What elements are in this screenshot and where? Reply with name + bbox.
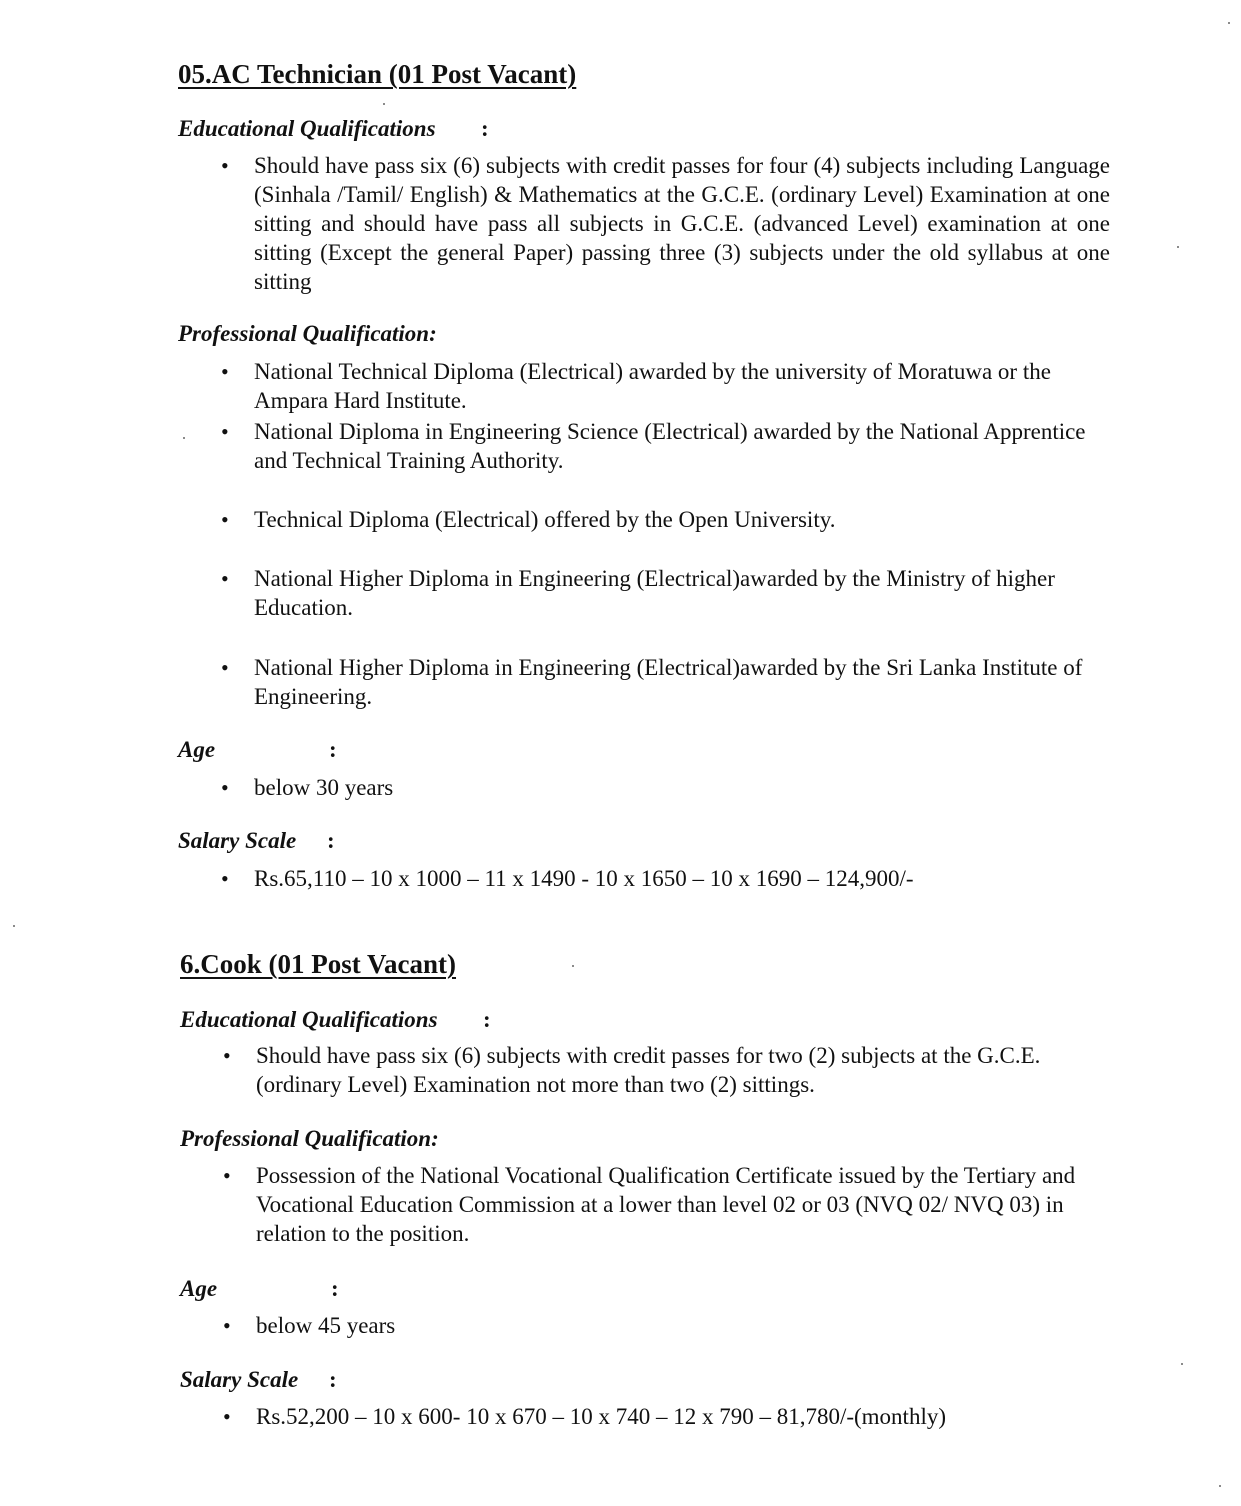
age-item: below 30 years [254, 775, 394, 800]
section-title-ac-technician: 05.AC Technician (01 Post Vacant) [178, 59, 577, 89]
scan-speck [13, 925, 15, 927]
bullet-icon: • [221, 153, 229, 178]
bullet-icon: • [223, 1404, 231, 1429]
salary-scale-item: Rs.65,110 – 10 x 1000 – 11 x 1490 - 10 x 1650 – 10 x 1690 – 124,900/- [254, 866, 914, 891]
professional-qualification-item: National Higher Diploma in Engineering (Electrical)awarded by the Sri Lanka Institute of Engineering. [254, 655, 1083, 709]
educational-qualification-item: Should have pass six (6) subjects with credit passes for two (2) subjects at the G.C.E. (ordinary Level) Examination not more than two (2) sittings. [256, 1043, 1041, 1097]
age-label: Age [178, 737, 216, 762]
age-label: Age [180, 1276, 218, 1301]
professional-qualification-label: Professional Qualification: [180, 1126, 439, 1151]
colon: : [329, 737, 337, 762]
bullet-icon: • [221, 359, 229, 384]
section-title-cook: 6.Cook (01 Post Vacant) [180, 949, 457, 979]
colon: : [327, 828, 335, 853]
educational-qualifications-label: Educational Qualifications [178, 116, 436, 141]
scan-speck [1228, 22, 1230, 24]
bullet-icon: • [221, 866, 229, 891]
salary-scale-label: Salary Scale [178, 828, 297, 853]
colon: : [481, 116, 489, 141]
scan-speck [383, 103, 385, 105]
scan-speck [183, 437, 185, 439]
professional-qualification-item: National Technical Diploma (Electrical) awarded by the university of Moratuwa or the Ampara Hard Institute. [254, 359, 1051, 413]
scan-speck [1181, 1363, 1183, 1365]
bullet-icon: • [221, 655, 229, 680]
bullet-icon: • [221, 775, 229, 800]
bullet-icon: • [221, 419, 229, 444]
colon: : [329, 1367, 337, 1392]
colon: : [331, 1276, 339, 1301]
colon: : [483, 1007, 491, 1032]
bullet-icon: • [221, 566, 229, 591]
bullet-icon: • [221, 507, 229, 532]
professional-qualification-item: National Diploma in Engineering Science (Electrical) awarded by the National Apprentice and Technical Training Authority. [254, 419, 1086, 473]
professional-qualification-item: National Higher Diploma in Engineering (Electrical)awarded by the Ministry of higher Education. [254, 566, 1055, 620]
educational-qualification-item: Should have pass six (6) subjects with credit passes for four (4) subjects including Language (Sinhala /Tamil/ English) & Mathematics at the G.C.E. (ordinary Level) Examination at one sitting and should have pass all subjects in G.C.E. (advanced Level) examination at one sitting (Except the general Paper) passing three (3) subjects under the old syllabus at one sitting [254, 153, 1110, 294]
professional-qualification-item: Possession of the National Vocational Qualification Certificate issued by the Tertiary and Vocational Education Commission at a lower than level 02 or 03 (NVQ 02/ NVQ 03) in relation to the position. [256, 1163, 1076, 1246]
professional-qualification-item: Technical Diploma (Electrical) offered by the Open University. [254, 507, 836, 532]
salary-scale-label: Salary Scale [180, 1367, 299, 1392]
scan-speck [572, 965, 574, 967]
bullet-icon: • [223, 1313, 231, 1338]
bullet-icon: • [223, 1163, 231, 1188]
bullet-icon: • [223, 1043, 231, 1068]
professional-qualification-label: Professional Qualification: [178, 321, 437, 346]
scan-speck [1177, 246, 1179, 248]
scan-speck [1219, 1485, 1221, 1487]
age-item: below 45 years [256, 1313, 396, 1338]
salary-scale-item: Rs.52,200 – 10 x 600- 10 x 670 – 10 x 740 – 12 x 790 – 81,780/-(monthly) [256, 1404, 946, 1429]
educational-qualifications-label: Educational Qualifications [180, 1007, 438, 1032]
